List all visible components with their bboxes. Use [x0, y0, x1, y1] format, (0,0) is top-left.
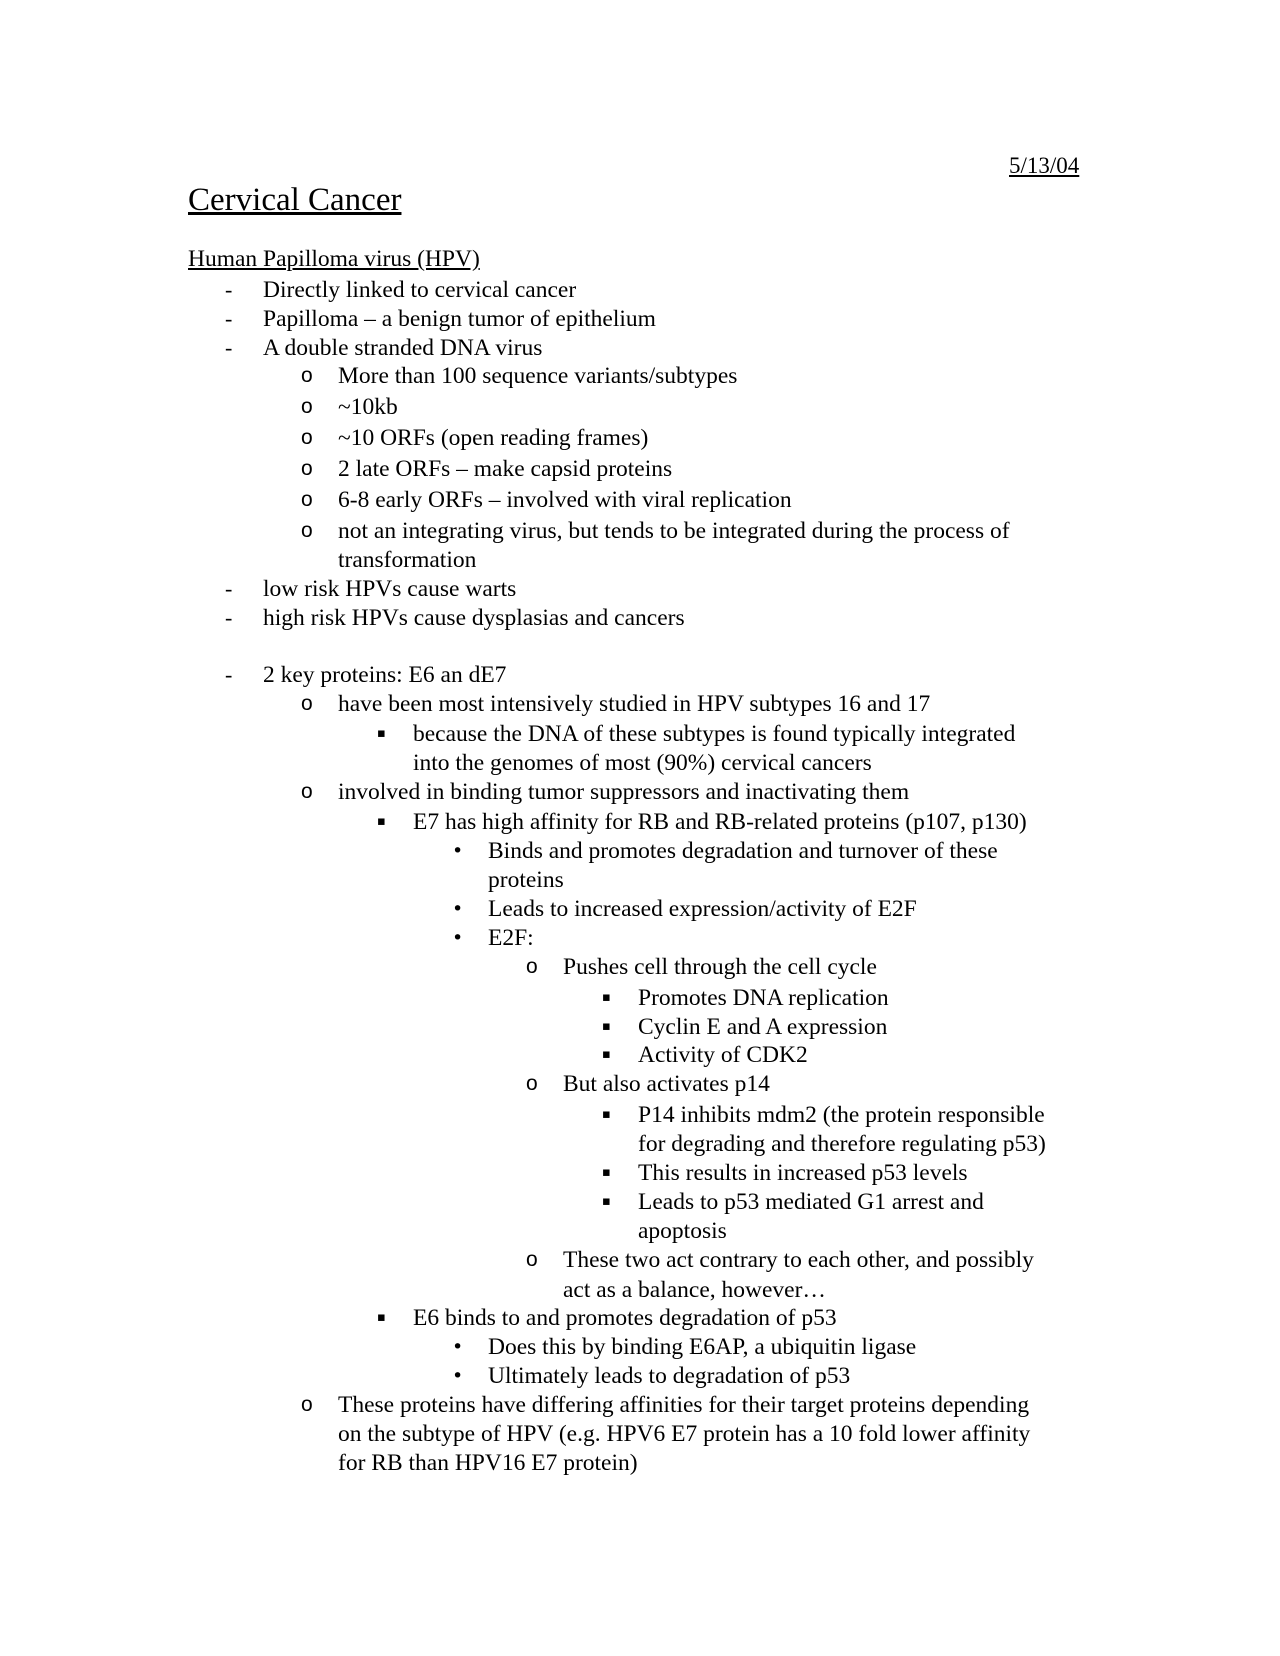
circle-marker: o — [526, 1072, 538, 1095]
list-item: E7 has high affinity for RB and RB-related proteins (p107, p130) — [413, 809, 1027, 835]
list-item: have been most intensively studied in HPV subtypes 16 and 17 — [338, 691, 931, 717]
circle-marker: o — [526, 1248, 538, 1271]
square-marker: ▪ — [602, 1047, 611, 1062]
list-item-continuation: for RB than HPV16 E7 protein) — [338, 1450, 638, 1476]
list-item: because the DNA of these subtypes is found typically integrated — [413, 721, 1016, 747]
dash-marker: - — [225, 662, 233, 687]
bullet-marker: • — [452, 1365, 464, 1387]
list-item: A double stranded DNA virus — [263, 335, 543, 361]
dash-marker: - — [225, 277, 233, 302]
list-item-continuation: on the subtype of HPV (e.g. HPV6 E7 protein has a 10 fold lower affinity — [338, 1421, 1031, 1447]
list-item: More than 100 sequence variants/subtypes — [338, 363, 738, 389]
document-title: Cervical Cancer — [188, 182, 402, 218]
list-item-continuation: act as a balance, however… — [563, 1277, 826, 1303]
circle-marker: o — [301, 426, 313, 449]
list-item: E6 binds to and promotes degradation of p53 — [413, 1305, 837, 1331]
list-item: ~10kb — [338, 394, 398, 420]
square-marker: ▪ — [377, 1310, 386, 1325]
bullet-marker: • — [452, 898, 464, 920]
square-marker: ▪ — [377, 726, 386, 741]
square-marker: ▪ — [377, 814, 386, 829]
list-item: Pushes cell through the cell cycle — [563, 954, 877, 980]
list-item: high risk HPVs cause dysplasias and cancers — [263, 605, 685, 631]
list-item: 2 late ORFs – make capsid proteins — [338, 456, 673, 482]
list-item-continuation: transformation — [338, 547, 477, 573]
dash-marker: - — [225, 306, 233, 331]
list-item: ~10 ORFs (open reading frames) — [338, 425, 649, 451]
list-item-continuation: into the genomes of most (90%) cervical cancers — [413, 750, 872, 776]
list-item: These proteins have differing affinities for their target proteins depending — [338, 1392, 1030, 1418]
bullet-marker: • — [452, 840, 464, 862]
list-item: not an integrating virus, but tends to be integrated during the process of — [338, 518, 1010, 544]
dash-marker: - — [225, 335, 233, 360]
square-marker: ▪ — [602, 1107, 611, 1122]
square-marker: ▪ — [602, 1165, 611, 1180]
list-item: Leads to p53 mediated G1 arrest and — [638, 1189, 984, 1215]
circle-marker: o — [301, 780, 313, 803]
list-item: E2F: — [488, 925, 534, 951]
list-item: 2 key proteins: E6 an dE7 — [263, 662, 507, 688]
square-marker: ▪ — [602, 990, 611, 1005]
list-item-continuation: proteins — [488, 867, 564, 893]
list-item: Does this by binding E6AP, a ubiquitin ligase — [488, 1334, 917, 1360]
circle-marker: o — [301, 364, 313, 387]
list-item: Cyclin E and A expression — [638, 1014, 888, 1040]
bullet-marker: • — [452, 927, 464, 949]
list-item: Activity of CDK2 — [638, 1042, 808, 1068]
circle-marker: o — [301, 395, 313, 418]
list-item-continuation: for degrading and therefore regulating p53) — [638, 1131, 1046, 1157]
square-marker: ▪ — [602, 1019, 611, 1034]
list-item: Binds and promotes degradation and turnover of these — [488, 838, 998, 864]
list-item: These two act contrary to each other, and possibly — [563, 1247, 1034, 1273]
list-item: low risk HPVs cause warts — [263, 576, 517, 602]
list-item: Directly linked to cervical cancer — [263, 277, 577, 303]
circle-marker: o — [301, 488, 313, 511]
list-item: Papilloma – a benign tumor of epithelium — [263, 306, 656, 332]
list-item: Promotes DNA replication — [638, 985, 889, 1011]
list-item-continuation: apoptosis — [638, 1218, 727, 1244]
list-item: But also activates p14 — [563, 1071, 770, 1097]
circle-marker: o — [301, 519, 313, 542]
circle-marker: o — [301, 457, 313, 480]
dash-marker: - — [225, 605, 233, 630]
bullet-marker: • — [452, 1336, 464, 1358]
list-item: This results in increased p53 levels — [638, 1160, 968, 1186]
list-item: Ultimately leads to degradation of p53 — [488, 1363, 851, 1389]
list-item: Leads to increased expression/activity of E2F — [488, 896, 917, 922]
document-date: 5/13/04 — [1009, 153, 1080, 178]
list-item: P14 inhibits mdm2 (the protein responsible — [638, 1102, 1045, 1128]
dash-marker: - — [225, 576, 233, 601]
square-marker: ▪ — [602, 1194, 611, 1209]
circle-marker: o — [301, 692, 313, 715]
circle-marker: o — [526, 955, 538, 978]
circle-marker: o — [301, 1393, 313, 1416]
list-item: 6-8 early ORFs – involved with viral replication — [338, 487, 792, 513]
list-item: involved in binding tumor suppressors and inactivating them — [338, 779, 910, 805]
section-heading: Human Papilloma virus (HPV) — [188, 246, 480, 272]
